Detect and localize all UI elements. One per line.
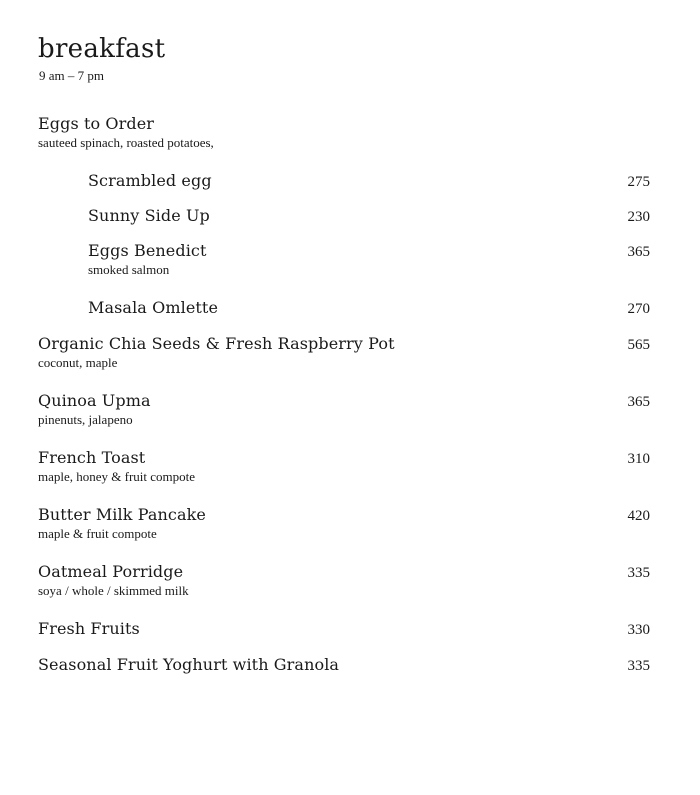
item-price: 365 (627, 394, 650, 410)
item-price: 330 (627, 622, 650, 638)
item-description: smoked salmon (88, 262, 170, 277)
item-name: Masala Omlette (88, 298, 219, 317)
item-description: maple & fruit compote (38, 526, 157, 541)
item-price: 335 (627, 658, 650, 674)
serving-hours: 9 am – 7 pm (39, 68, 104, 83)
item-name: Quinoa Upma (38, 391, 151, 410)
section-title: breakfast (38, 34, 166, 64)
item-name: Organic Chia Seeds & Fresh Raspberry Pot (38, 334, 395, 353)
item-description: sauteed spinach, roasted potatoes, (38, 135, 214, 150)
menu-item-butter-milk-pancake (38, 505, 650, 542)
item-name: Seasonal Fruit Yoghurt with Granola (38, 655, 340, 674)
item-name: Butter Milk Pancake (38, 505, 206, 524)
item-name: French Toast (38, 448, 146, 467)
item-price: 230 (627, 209, 650, 225)
item-name: Eggs Benedict (88, 241, 207, 260)
item-price: 420 (627, 508, 650, 524)
menu-item-eggs-benedict (88, 241, 650, 278)
menu-item-eggs-to-order (38, 114, 650, 151)
menu-item-masala-omlette (88, 298, 650, 318)
item-description: maple, honey & fruit compote (38, 469, 196, 484)
item-description: pinenuts, jalapeno (38, 412, 133, 427)
menu-item-fruit-yoghurt-granola (38, 655, 650, 675)
item-name: Sunny Side Up (88, 206, 210, 225)
item-price: 565 (627, 337, 650, 353)
menu-item-oatmeal-porridge (38, 562, 650, 599)
menu-item-quinoa-upma (38, 391, 650, 428)
menu-item-scrambled-egg (88, 171, 650, 191)
item-description: coconut, maple (38, 355, 118, 370)
menu-item-sunny-side-up (88, 206, 650, 226)
item-price: 335 (627, 565, 650, 581)
item-name: Oatmeal Porridge (38, 562, 184, 581)
item-name: Eggs to Order (38, 114, 155, 133)
menu-item-fresh-fruits (38, 619, 650, 639)
item-price: 310 (627, 451, 650, 467)
item-description: soya / whole / skimmed milk (38, 583, 189, 598)
menu-item-french-toast (38, 448, 650, 485)
item-price: 275 (627, 174, 650, 190)
item-name: Fresh Fruits (38, 619, 140, 638)
item-price: 270 (627, 301, 650, 317)
menu-item-chia-seeds (38, 334, 650, 371)
item-name: Scrambled egg (88, 171, 212, 190)
item-price: 365 (627, 244, 650, 260)
